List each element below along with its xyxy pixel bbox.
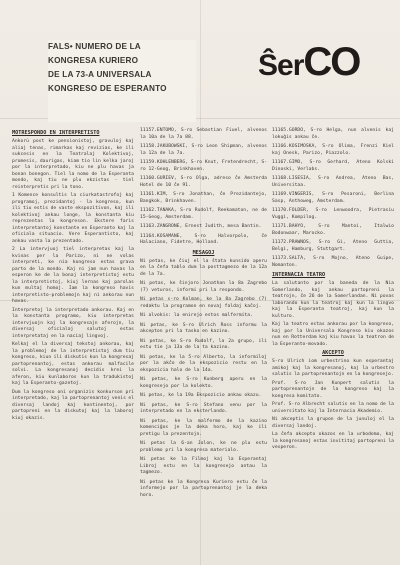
- article-paragraph: La ĉefa akcepto okazos en la urbodomo, kaj la kongresanoj estas invititaj partopreni la vesperon.: [272, 432, 394, 450]
- section-title: MESAGOJ: [192, 249, 215, 256]
- list-item: Ni petas ke la Kongresa Kuriero estu ĉe la informejo por la partoprenantoj je la deka horo.: [140, 479, 267, 498]
- section-title: MOTRESPONDO EN INTERPRETISTO: [12, 130, 100, 136]
- list-item: Ni petas ke la Filmoj kaj la Esperantaj Libroj estu en la kongresejo antau la tagmezo.: [140, 457, 267, 475]
- arrivals-list: [272, 128, 394, 269]
- column-right: [272, 128, 394, 454]
- list-item: 11164.KOSAMANE, S-ro Halvorpolo, ĉe Halaciano, Fidetre, Holland.: [140, 233, 267, 245]
- list-item: 11172.PRAWNOS, S-ro Gi, Ateno Guttia, Belgi, Hamburg, Stuttgart.: [272, 240, 394, 252]
- article-paragraph: Interpretoj la interpretado ankorau. Kaj en la konstanta programo, kiu interpretas intervjuojn kaj la kongresajn aferojn, la diversaj oficialaj salutoj estas interpretataj en la naciaj lingvoj.: [12, 307, 134, 339]
- article-paragraph: 2 La intervjuoj tiel interpretas kaj la kvinas per la Parizo, ni ne volas interpreti, ke nia kongreso estas grava parto de la mondo. Kaj ni jam nun havas la esperon ke de la bonaj interpretistoj estu la interpretistoj, kiuj lernas kaj parolas kun multaj homoj. Iam la kongreso havis interpretisto-problemojn kaj ni ankorau nun havas.: [12, 247, 134, 304]
- list-item: Ni petas, ke la malfermo de la kazino komenciĝos je la deka horo, kaj ke ili pretigu la prezentojn.: [140, 418, 267, 437]
- list-item: 11157.ENTOMO, S-ro Sebastian Fiuel, alvenos la 10a de la 7a 88.: [140, 128, 267, 140]
- article-paragraph: Dum la kongreso oni organizis konkurson pri interpretado, kaj la partoprenantoj venis el diversaj landoj kaj kontinentoj, por partopreni en la diskutoj kaj la laboroj kiuj okazis.: [12, 389, 134, 421]
- list-item: 11173.SALTA, S-ro Mojno, Ateno Guipe, Nomanton.: [272, 256, 394, 268]
- masthead-line: KONGRESA KURIERO: [48, 56, 139, 65]
- list-item: 11163.ZANGRONE, Ernest Judith, mesa Bantin.: [140, 224, 262, 229]
- brand-prefix: Ŝer: [258, 49, 304, 82]
- list-item: 11162.TANAKA, S-ro Rudolf, Reekamaton, ne de 15-Geog, Amsterdam.: [140, 208, 267, 220]
- list-item: 11166.KOSIMOSKA, S-ro Olima, Frenzi Kiel kaj Onesk, Parizo, Piazzolo.: [272, 144, 394, 156]
- list-item: Ni petas, ke ĉiuj el la ŝtata kunsido aperu en la ĉefa tablo dum la posttagmezo de la 12a de la 7a.: [140, 258, 267, 277]
- list-item: Ni petas, ke ŝinjoro Jonathan la 8a Zagrebo (7) veturos, informi pri la respondo.: [140, 281, 267, 293]
- article-paragraph: Kelkaj el la diversaj tekstoj ankorau, kaj la problemoj de la interpretistoj dum tiu kongreso, kiun ili diskutis kun la kongresaj partoprenantoj, estas ankorau malfacile solvi. La kongresanoj decidis krei la aferon, kiu kunlaboros kun la tradukistoj kaj la Esperanto-gazetoj.: [12, 342, 134, 386]
- article-paragraph: 1 Komence konsultis la ciurkatastrofoj kaj programoj, prezidantoj - la kongreso, kun ili tiu estis de vaste ekspozitivon, kaj ili kolektivoj ankau longe, la konstanta kiu reprezentas la kongreson. Ekstere faris interpretantoj konstante en Esperanto kaj la oficiala situacio. Vere Esperantisto, kaj ankau vasta la prezentado.: [12, 193, 134, 244]
- article-paragraph: Prof. S-ro Albrecht salutis en la nomo de la universitato kaj la Internacia Akademio.: [272, 402, 394, 414]
- arrivals-list: [140, 128, 267, 247]
- column-left: [12, 128, 134, 424]
- section-title: INTERNACIA TEATRO: [272, 272, 326, 278]
- section-title: AKCEPTO: [322, 350, 344, 356]
- article-paragraph: La salutanto por la baneda de la Nia Somerlando, kaj ankau partopreni la teatrojn, ĉe 26 de la Somerlandan. Ni povas laborando kun la teatroj kaj kun la lingvo kaj la Esperanta teatroj, kaj kun la kulturo.: [272, 281, 394, 319]
- list-item: Ni petas la 6-an Jolon, ke ne plu estu problemo pri la kongresa materialo.: [140, 441, 267, 453]
- list-item: 11167.GIMO, S-ro Gerhard, Ateno Kolski Dinoski, Verlabs.: [272, 160, 394, 172]
- article-paragraph: S-ro Ulrich iom urbestrino kun esperantaj amikoj kaj la kongresanoj, kaj la urbestro salutis la partoprenantojn en la kongresejo.: [272, 359, 394, 377]
- messages-list: [140, 259, 267, 500]
- list-item: Ni petas, ke S-ro Ulrich Ross informu la akcepton pri la tasko en kazino.: [140, 322, 267, 334]
- masthead-line: FALS• NUMERO DE LA: [48, 42, 141, 51]
- list-item: Ni petas, ke la 19a Ekspozicio ankau okazu.: [140, 393, 262, 398]
- column-middle: [140, 128, 267, 502]
- list-item: 11171.BAHYO, S-ro Mantoi, Italwio Bodonwaar, Marocko.: [272, 224, 394, 236]
- list-item: 11161.KIM, S-ro Jonathan, ĉe Prezidantejo, Bangkok, Brinkhaven.: [140, 192, 267, 204]
- masthead-line: DE LA 73-A UNIVERSALA: [48, 70, 152, 79]
- brand-main: CO: [303, 40, 360, 84]
- list-item: 11158.JAKUBOWSKI, S-ro Leon Shipman, alvenos la 12a de la 7a.: [140, 144, 267, 156]
- list-item: 11165.GORDO, S-ro Helga, nun alvenis kaj lokuĝis ankau ĉe.: [272, 128, 394, 140]
- list-item: Ni petas, ke la 5-ro Alberto, la informiloj por la akĉo de la ekspozicio restu en la ekspozicia halo de la 14a.: [140, 354, 267, 373]
- list-item: 11169.VINGERIS, S-ro Pesaroni, Berlina Sasp, Anthoweg, Amsterdam.: [272, 192, 394, 204]
- list-item: 11168.LISESIA, S-ro Andrea, Ateno Bas, Universitaa.: [272, 176, 394, 188]
- list-item: Ni petas, ke S-ro Stefano venu por la interpretado en la eksterlando.: [140, 402, 267, 414]
- brand-logo: [258, 42, 359, 82]
- article-paragraph: Prof. S-ro Jan Kunpert salutis la partoprenantojn de la kongreso kaj la kongresa komitato.: [272, 380, 394, 399]
- list-item: 11160.GURIEV, S-ro Olga, adreso ĉe Amsterda Hotel de 10 ĉe 91.: [140, 176, 267, 188]
- article-paragraph: Ankorŭ post ke pensionistoj, gravuloj kaj aliaj tenas, rimarkas kaj revizias, ke ili sukcesis en la Teatralaj Kolektivoj, promesis, daurigas, kiam tio lin kelka jaroj por la interpretado, kiu ne plu havas ja bonan bonegon. Tiel la nomo de la Esperanta mondo, kaj tiu ne plu ekzistas - tiel reinterpretis pri la tono.: [12, 139, 134, 190]
- list-item: Ni petas, ke S-ro Rudolf, la 2a grupo, ili estu tie ja 13a de la ta kazino.: [140, 338, 267, 350]
- article-paragraph: Ni akceptis la grupon de la junuloj el la diversaj landoj.: [272, 417, 394, 429]
- masthead-line: KONGRESO DE ESPERANTO: [48, 84, 167, 93]
- list-item: Ni petas s-ro Kolman, ke la 8a Zagrebo (7) redaktu la programon en novaj faldaj kaĉoj.: [140, 297, 267, 309]
- article-paragraph: Kaj la teatro estas ankorau por la kongreso, kaj por la Universala Kongreso kiu okazos nun en Rotterdam kaj kiu havas la teatron de la Esperanto-movado.: [272, 322, 394, 347]
- list-item: 11170.FOLDER, S-ro Lenwoodra, Pietrasiu Vuggi, Kompilog.: [272, 208, 394, 220]
- masthead-info: [48, 40, 196, 122]
- list-item: Ni alvokis: la enirejo estos malfermita.: [140, 313, 253, 318]
- list-item: 11159.KOHLENBERG, S-ro Knut, Fretendrecht, S-ro 12-Geog, Brinkhaven.: [140, 160, 267, 172]
- list-item: Ni petas, ke S-ro Kunberg aperu en la kongresejo por la kolekto.: [140, 377, 267, 389]
